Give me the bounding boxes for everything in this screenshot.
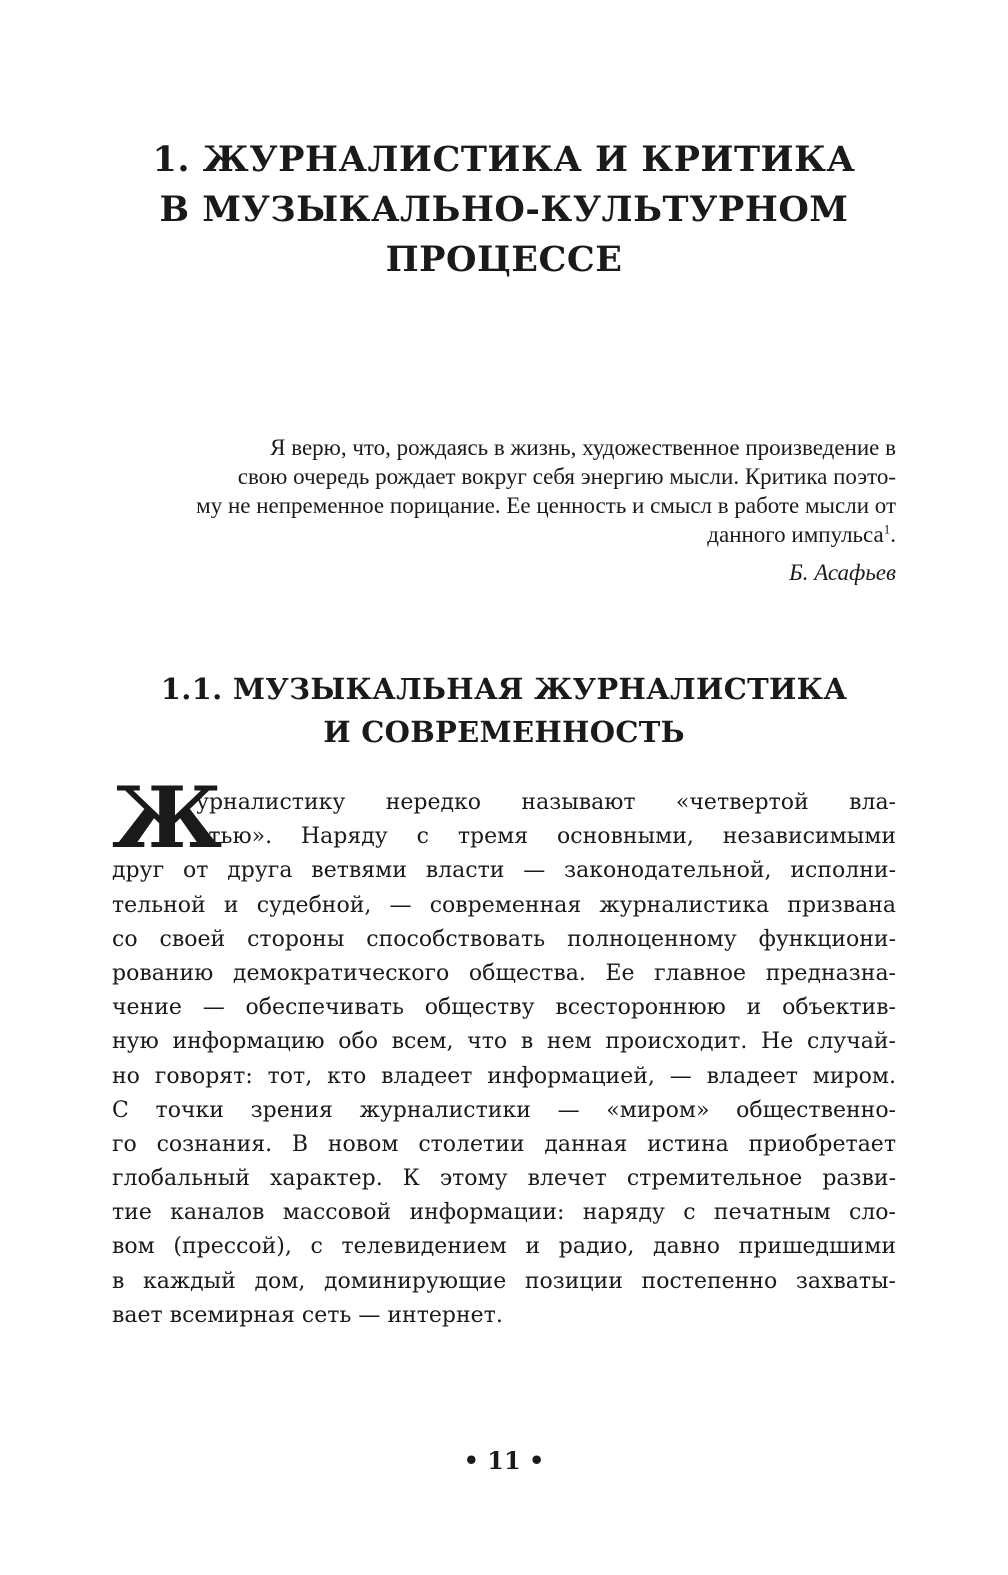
paragraph-line: рованию демократического общества. Ее главное предназна- [112, 960, 896, 986]
paragraph-line: в каждый дом, доминирующие позиции постепенно захваты- [112, 1268, 896, 1294]
footnote-mark: 1 [883, 521, 891, 537]
paragraph-line: С точки зрения журналистики — «миром» общественно- [112, 1097, 896, 1123]
epigraph-line: Я верю, что, рождаясь в жизнь, художественное произведение в [270, 435, 896, 460]
section-title-line: И СОВРЕМЕННОСТЬ [323, 715, 685, 749]
epigraph-line-end: . [890, 522, 896, 547]
paragraph-line: со своей стороны способствовать полноценному функциони- [112, 926, 896, 952]
section-title-line: 1.1. МУЗЫКАЛЬНАЯ ЖУРНАЛИСТИКА [160, 672, 848, 706]
paragraph-line: вом (прессой), с телевидением и радио, давно пришедшими [112, 1234, 896, 1260]
paragraph-line: глобальный характер. К этому влечет стремительное разви- [112, 1166, 896, 1192]
chapter-title-line: ПРОЦЕССЕ [385, 239, 623, 280]
paragraph-line: но говорят: тот, кто владеет информацией, — владеет миром. [112, 1063, 896, 1089]
paragraph-line: друг от друга ветвями власти — законодательной, исполни- [112, 858, 896, 884]
section-title [112, 668, 896, 754]
body-paragraph [112, 786, 896, 1333]
paragraph-line: стью». Наряду с тремя основными, независимыми [196, 824, 896, 850]
epigraph-author: Б. Асафьев [789, 560, 896, 585]
paragraph-line: вает всемирная сеть — интернет. [112, 1302, 503, 1328]
page-number: • 11 • [463, 1446, 545, 1475]
drop-cap: Ж [112, 768, 223, 867]
paragraph-line: го сознания. В новом столетии данная истина приобретает [112, 1131, 896, 1157]
paragraph-line: ную информацию обо всем, что в нем происходит. Не случай- [112, 1029, 896, 1055]
epigraph-line: свою очередь рождает вокруг себя энергию мысли. Критика поэто- [237, 464, 896, 489]
chapter-title-line: В МУЗЫКАЛЬНО-КУЛЬТУРНОМ [159, 189, 849, 230]
epigraph-line-text: данного импульса [707, 522, 884, 547]
paragraph-line: тие каналов массовой информации: наряду с печатным сло- [112, 1200, 896, 1226]
paragraph-line: чение — обеспечивать обществу всестороннюю и объектив- [112, 995, 896, 1021]
epigraph-line: му не непременное порицание. Ее ценность и смысл в работе мысли от [196, 493, 896, 518]
chapter-title [112, 135, 896, 285]
epigraph [112, 433, 896, 587]
epigraph-line-last [112, 520, 896, 549]
chapter-title-line: 1. ЖУРНАЛИСТИКА И КРИТИКА [152, 139, 856, 180]
paragraph-line: урналистику нередко называют «четвертой вла- [196, 790, 896, 815]
paragraph-line: тельной и судебной, — современная журналистика призвана [112, 892, 896, 918]
